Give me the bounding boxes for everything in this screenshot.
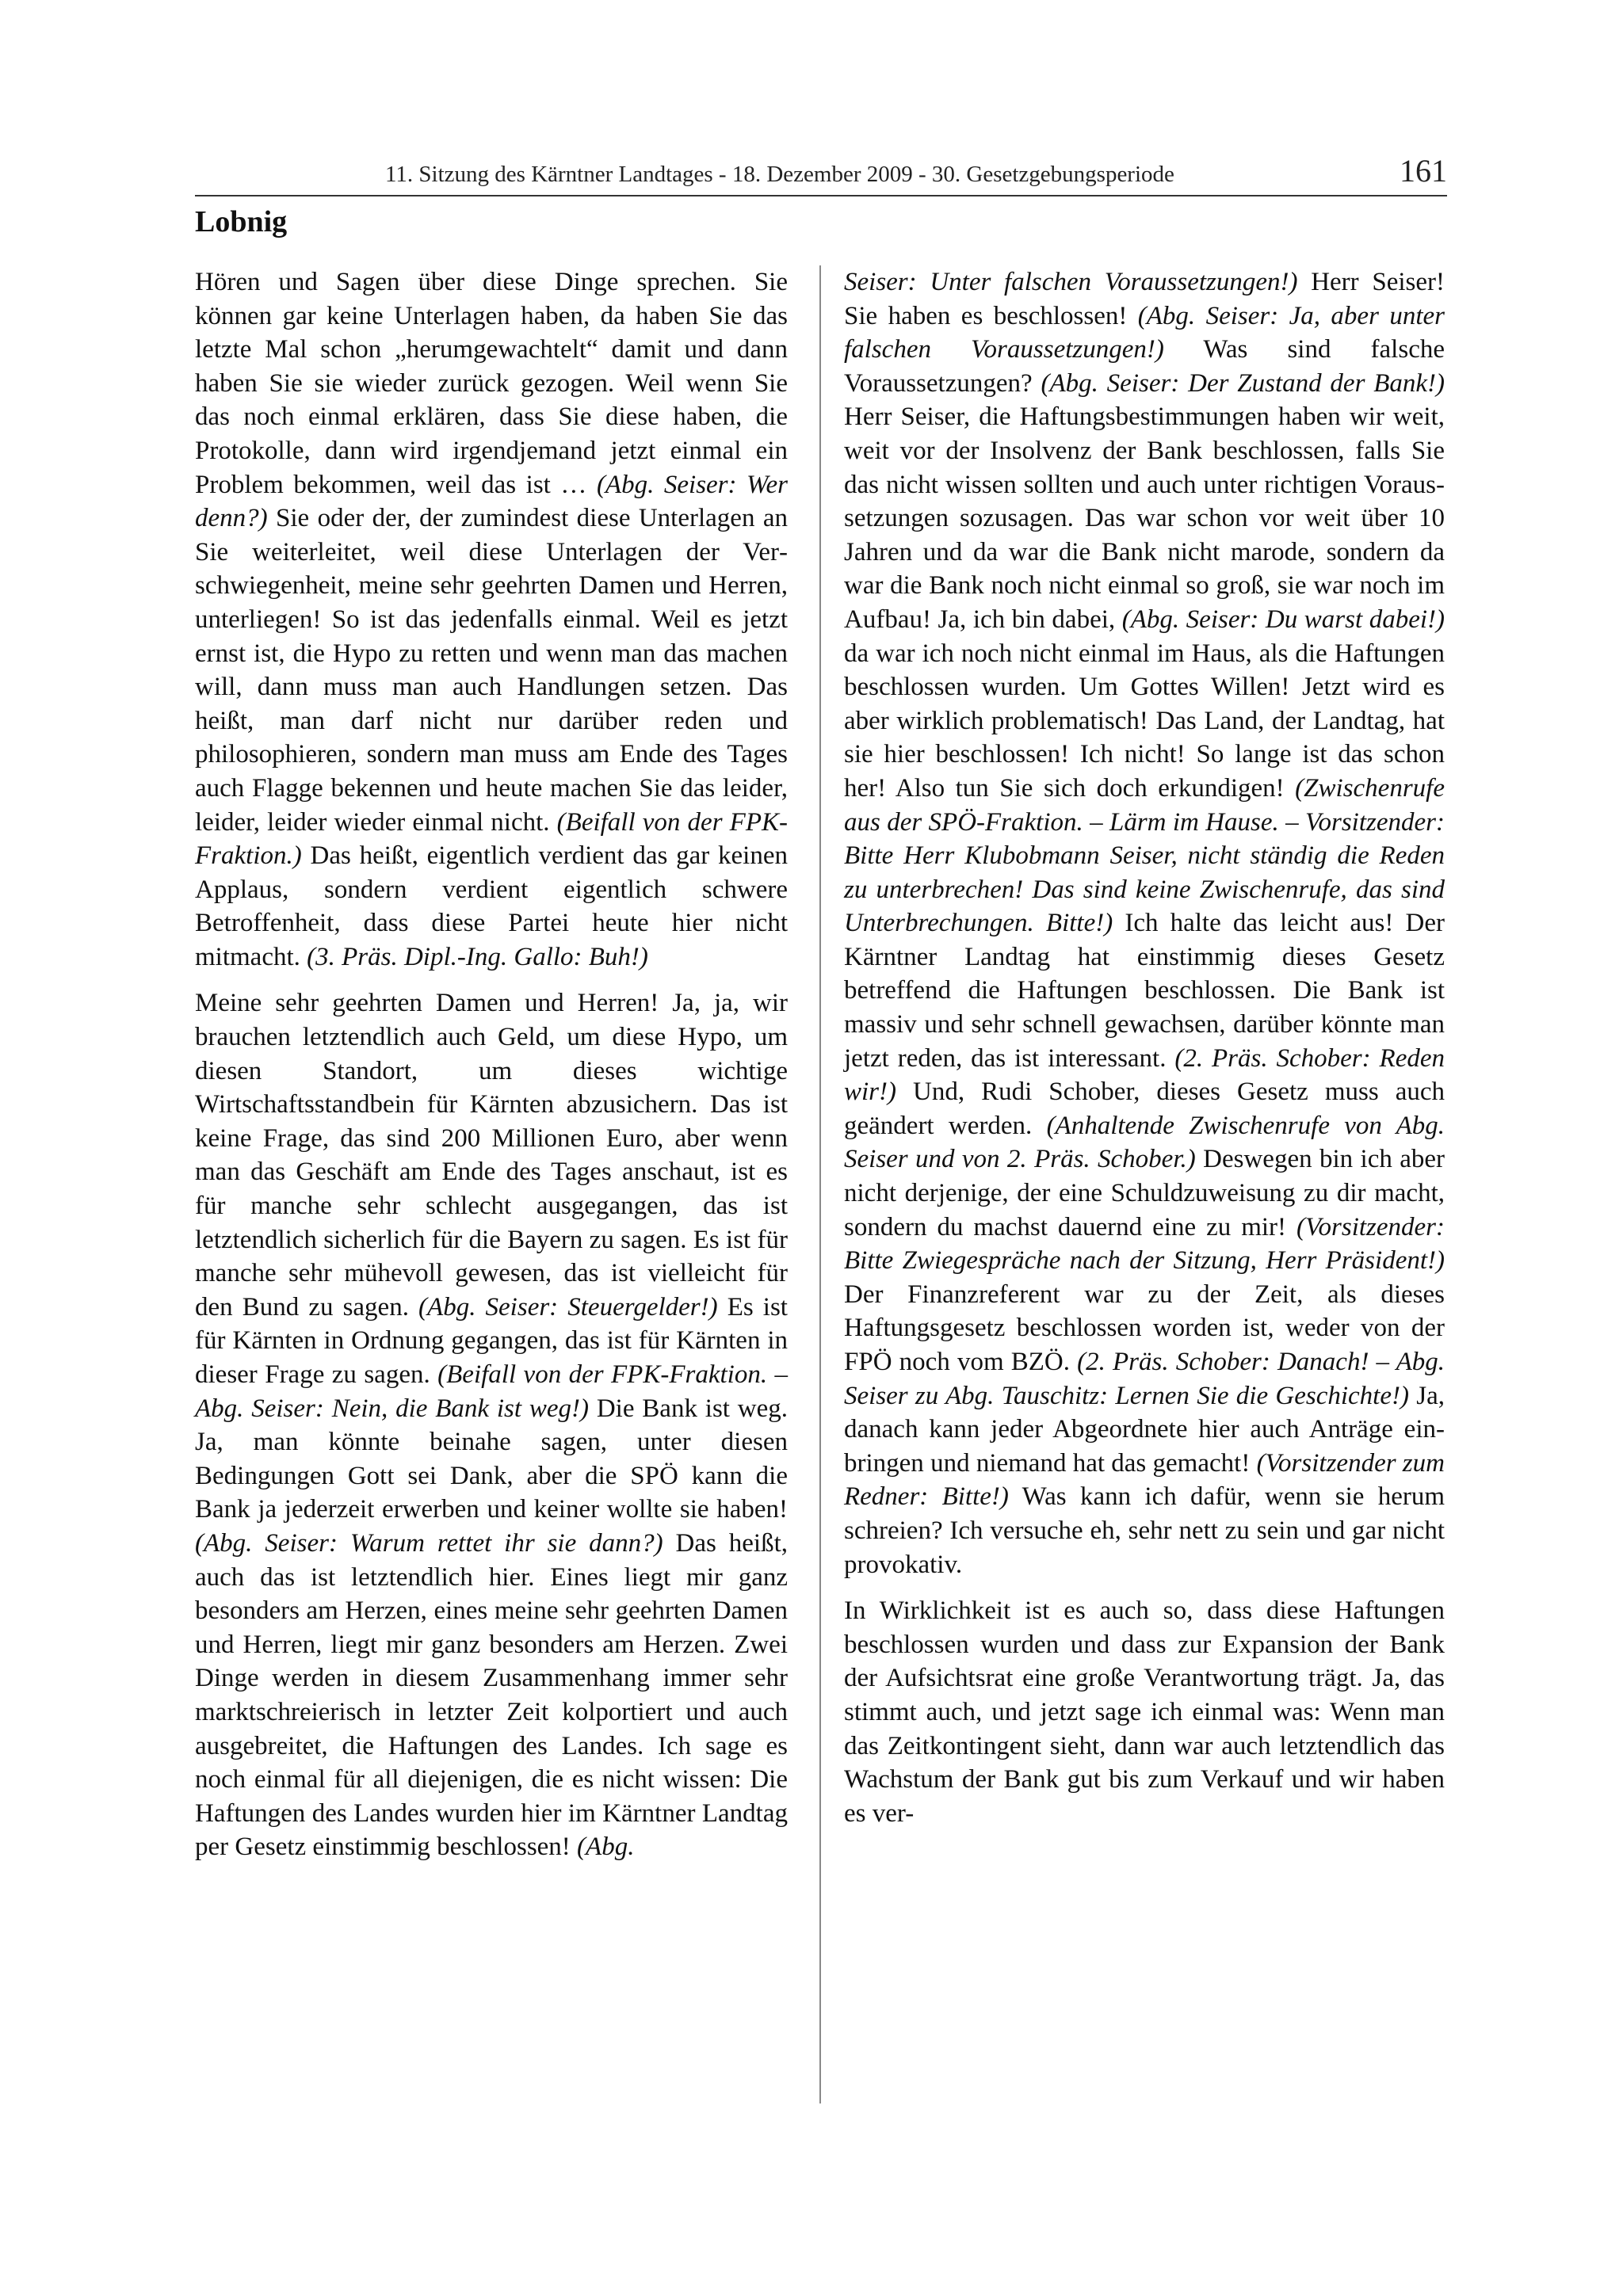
interjection: (Abg. Seiser: Du warst dabei!) xyxy=(1121,605,1445,634)
header-title: 11. Sitzung des Kärntner Landtages - 18. Dezember 2009 - 30. Gesetzgebungsperiode xyxy=(385,162,1174,187)
interjection: (3. Präs. Dipl.-Ing. Gallo: Buh!) xyxy=(307,942,648,971)
interjection: (Zwischenrufe aus der SPÖ-Fraktion. – Lärm im Hause. – Vorsitzender: Bitte Herr Klubobmann Seiser, nicht ständig die Reden zu unterbrechen! Das sind keine Zwischenrufe, das sind Unterbrechungen. Bitte!) xyxy=(844,773,1445,938)
speech-text: Was sind falsche Voraussetzungen? xyxy=(844,335,1445,398)
page-number: 161 xyxy=(1400,153,1447,189)
interjection: (Anhaltende Zwischenrufe von Abg. Seiser und von 2. Präs. Schober.) xyxy=(844,1111,1445,1174)
interjection: (Abg. Seiser: Warum rettet ihr sie dann?) xyxy=(195,1528,663,1558)
speech-text: da war ich noch nicht einmal im Haus, als die Haftungen beschlossen wurden. Um Gottes Willen! Jetzt wird es aber wirklich problematisch! Das Land, der Landtag, hat sie hier beschlossen! Ich nicht! So lange ist das schon her! Also tun Sie sich doch erkundigen! xyxy=(844,639,1445,803)
speech-text: Und, Rudi Schober, dieses Gesetz muss auch geändert werden. xyxy=(844,1077,1445,1140)
speech-text: Herr Seiser, die Haftungsbestimmungen haben wir weit, weit vor der Insolvenz der Bank beschlossen, falls Sie das nicht wissen sollten und auch unter richtigen Voraussetzungen sozusagen. Das war schon vor weit über 10 Jahren und da war die Bank nicht marode, sondern da war die Bank noch nicht einmal so groß, sie war noch im Aufbau! Ja, ich bin dabei, xyxy=(844,402,1445,634)
speech-text: In Wirklichkeit ist es auch so, dass diese Haftungen beschlossen wurden und dass zur Expansion der Bank der Aufsichtsrat eine große Verantwortung trägt. Ja, das stimmt auch, und jetzt sage ich einmal was: Wenn man das Zeitkontingent sieht, dann war auch letztendlich das Wachstum der Bank gut bis zum Verkauf und wir haben es ver- xyxy=(844,1596,1445,1828)
interjection: (Vorsitzender: Bitte Zwiegespräche nach der Sitzung, Herr Präsident!) xyxy=(844,1212,1445,1276)
speech-text: Das heißt, eigentlich verdient das gar keinen Applaus, sondern verdient eigentlich schwere Betroffenheit, dass diese Partei heute hier nicht mitmacht. xyxy=(195,841,788,971)
interjection: (Abg. Seiser: Ja, aber unter falschen Voraussetzungen!) xyxy=(844,301,1445,364)
interjection: (Beifall von der FPK-Fraktion. – Abg. Seiser: Nein, die Bank ist weg!) xyxy=(195,1360,788,1423)
left-column xyxy=(195,265,788,1864)
page-header xyxy=(195,151,1447,198)
speech-text: Ja, danach kann jeder Abgeordnete hier auch Anträge einbringen und niemand hat das gemacht! xyxy=(844,1381,1445,1478)
header-rule xyxy=(195,195,1447,196)
speech-text: Sie oder der, der zumindest diese Unterlagen an Sie weiterleitet, weil diese Unterlagen der Verschwiegenheit, meine sehr geehrten Damen und Herren, unterliegen! So ist das jedenfalls einmal. Weil es jetzt ernst ist, die Hypo zu retten und wenn man das machen will, dann muss man auch Handlungen setzen. Das heißt, man darf nicht nur darüber reden und philosophieren, sondern man muss am Ende des Tages auch Flagge bekennen und heute machen Sie das leider, leider, leider wieder einmal nicht. xyxy=(195,504,788,837)
speech-text: Es ist für Kärnten in Ordnung gegangen, das ist für Kärnten in dieser Frage zu sagen. xyxy=(195,1292,788,1389)
interjection: (Abg. Seiser: Wer denn?) xyxy=(195,470,788,533)
interjection: Seiser: Unter falschen Voraussetzungen!) xyxy=(844,268,1298,296)
speech-text: Was kann ich dafür, wenn sie herum schreien? Ich versuche eh, sehr nett zu sein und gar nicht provokativ. xyxy=(844,1482,1445,1579)
speech-text: Meine sehr geehrten Damen und Herren! Ja, ja, wir brauchen letztendlich auch Geld, um diese Hypo, um diesen Standort, um dieses wichtige Wirtschaftsstandbein für Kärnten abzusichern. Das ist keine Frage, das sind 200 Millionen Euro, aber wenn man das Geschäft am Ende des Tages anschaut, ist es für manche sehr schlecht ausgegangen, das ist letztendlich sicherlich für die Bayern zu sagen. Es ist für manche sehr mühevoll gewesen, das ist vielleicht für den Bund zu sagen. xyxy=(195,989,788,1322)
interjection: (Beifall von der FPK-Fraktion.) xyxy=(195,807,788,871)
paragraph xyxy=(844,1594,1445,1830)
paragraph xyxy=(195,265,788,974)
paragraph xyxy=(195,986,788,1863)
interjection: (Abg. Seiser: Steuergelder!) xyxy=(418,1292,718,1322)
speech-text: Der Finanzreferent war zu der Zeit, als dieses Haftungsgesetz beschlossen worden ist, weder von der FPÖ noch vom BZÖ. xyxy=(844,1280,1445,1376)
speech-text: Die Bank ist weg. Ja, man könnte beinahe sagen, unter diesen Bedingungen Gott sei Dank, aber die SPÖ kann die Bank ja jederzeit erwerben und keiner wollte sie haben! xyxy=(195,1394,788,1524)
speaker-name: Lobnig xyxy=(195,205,288,238)
interjection: (Abg. Seiser: Der Zustand der Bank!) xyxy=(1041,368,1445,398)
interjection: (Abg. xyxy=(577,1833,635,1862)
interjection: (Vorsitzender zum Redner: Bitte!) xyxy=(844,1448,1445,1512)
speech-text: Das heißt, auch das ist letztendlich hier. Eines liegt mir ganz besonders am Herzen, eines meine sehr geehrten Damen und Herren, liegt mir ganz besonders am Herzen. Zwei Dinge werden in diesem Zusammenhang immer sehr marktschreierisch in letzter Zeit kolportiert und auch ausgebreitet, die Haftungen des Landes. Ich sage es noch einmal für all diejenigen, die es nicht wissen: Die Haftungen des Landes wurden hier im Kärntner Landtag per Gesetz einstimmig beschlossen! xyxy=(195,1528,788,1862)
column-divider xyxy=(819,265,821,2103)
paragraph xyxy=(844,265,1445,1581)
speech-text: Herr Seiser! Sie haben es beschlossen! xyxy=(844,268,1445,330)
speech-text: Hören und Sagen über diese Dinge sprechen. Sie können gar keine Unterlagen haben, da haben Sie das letzte Mal schon „herumgewachtelt“ damit und dann haben Sie sie wieder zurück gezogen. Weil wenn Sie das noch einmal erklären, dass Sie diese haben, die Protokolle, dann wird irgendjemand jetzt einmal ein Problem bekommen, weil das ist … xyxy=(195,268,788,499)
right-column xyxy=(844,265,1445,1830)
speech-text: Ich halte das leicht aus! Der Kärntner Landtag hat einstimmig dieses Gesetz betreffend die Haftungen beschlossen. Die Bank ist massiv und sehr schnell gewachsen, darüber könnte man jetzt reden, das ist interessant. xyxy=(844,909,1445,1073)
interjection: (2. Präs. Schober: Reden wir!) xyxy=(844,1043,1445,1107)
interjection: (2. Präs. Schober: Danach! – Abg. Seiser zu Abg. Tauschitz: Lernen Sie die Geschichte!) xyxy=(844,1348,1445,1410)
speech-text: Deswegen bin ich aber nicht derjenige, der eine Schuldzuweisung zu dir macht, sondern du machst dauernd eine zu mir! xyxy=(844,1145,1445,1241)
